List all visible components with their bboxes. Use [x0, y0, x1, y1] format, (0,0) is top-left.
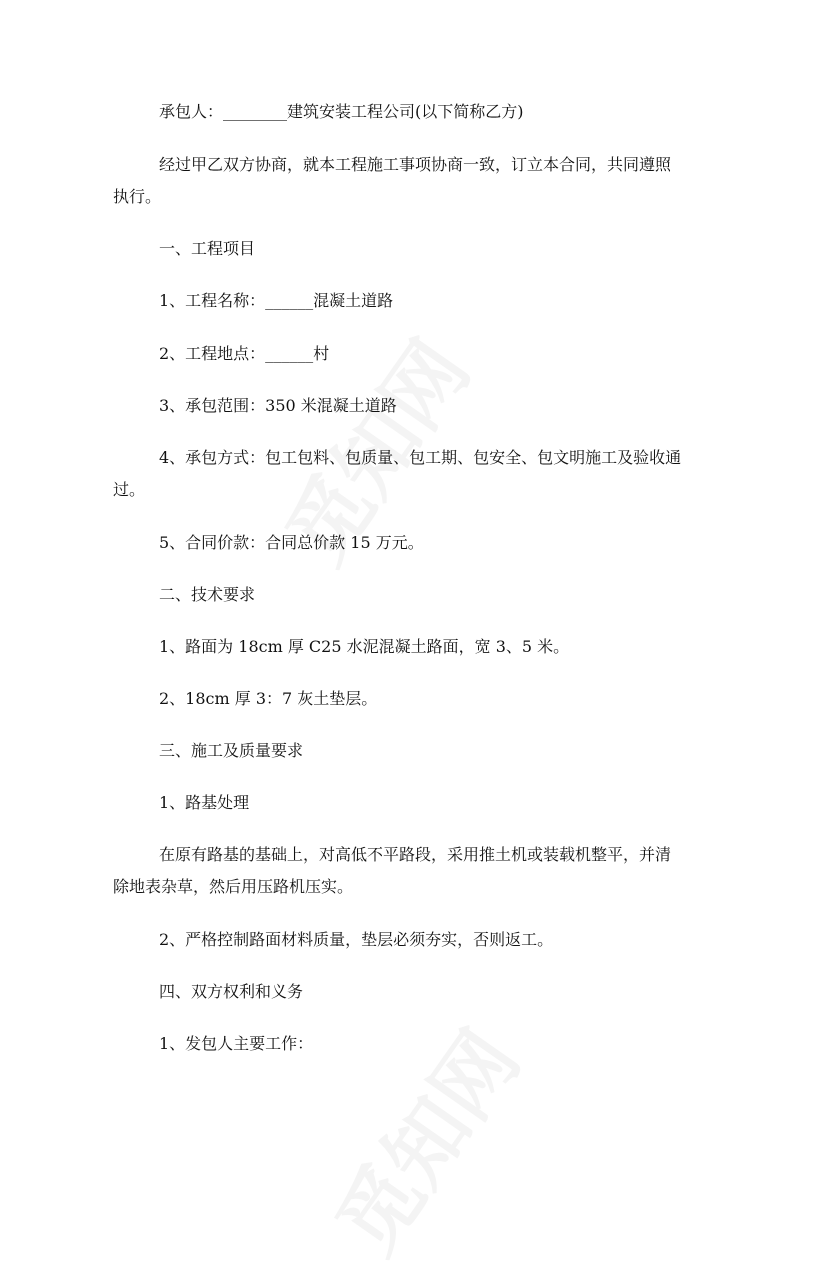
contractor-line: 承包人：________建筑安装工程公司(以下简称乙方) [159, 102, 524, 121]
roadbed-treatment-heading: 1、路基处理 [159, 793, 250, 812]
technical-base-layer: 2、18cm 厚 3：7 灰土垫层。 [159, 689, 378, 708]
roadbed-paragraph-line2: 除地表杂草，然后用压路机压实。 [113, 877, 354, 896]
material-quality: 2、严格控制路面材料质量，垫层必须夯实，否则返工。 [159, 930, 554, 949]
contract-method-line2: 过。 [113, 480, 146, 499]
section-heading-quality: 三、施工及质量要求 [159, 741, 304, 760]
roadbed-paragraph-line1: 在原有路基的基础上，对高低不平路段，采用推土机或装载机整平，并清 [159, 845, 672, 864]
section-heading-rights: 四、双方权利和义务 [159, 982, 304, 1001]
employer-duties-heading: 1、发包人主要工作： [159, 1034, 314, 1053]
technical-road-surface: 1、路面为 18cm 厚 C25 水泥混凝土路面，宽 3、5 米。 [159, 637, 570, 656]
section-heading-project: 一、工程项目 [159, 239, 256, 258]
section-heading-technical: 二、技术要求 [159, 585, 256, 604]
contract-price: 5、合同价款：合同总价款 15 万元。 [159, 533, 424, 552]
contract-scope: 3、承包范围：350 米混凝土道路 [159, 396, 397, 415]
watermark-bottom [305, 1004, 542, 1273]
project-location: 2、工程地点：______村 [159, 344, 330, 363]
agreement-paragraph-line1: 经过甲乙双方协商，就本工程施工事项协商一致，订立本合同，共同遵照 [159, 155, 672, 174]
contract-method-line1: 4、承包方式：包工包料、包质量、包工期、包安全、包文明施工及验收通 [159, 448, 682, 467]
agreement-paragraph-line2: 执行。 [113, 187, 162, 206]
project-name: 1、工程名称：______混凝土道路 [159, 291, 394, 310]
